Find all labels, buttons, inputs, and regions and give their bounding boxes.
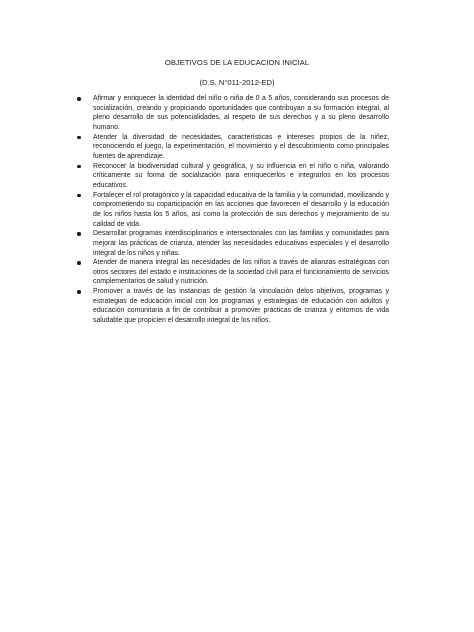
list-item: [77, 229, 389, 258]
objective-text: Atender de manera integral las necesidades de los niños a través de alianzas estratégicas con otros sectores del estado e instituciones de la sociedad civil para el funcionamiento de servicios complementarios de salud y nutrición.: [93, 259, 389, 286]
bullet-icon: [77, 194, 81, 198]
objective-text: Desarrollar programas interdisciplinarios e intersectoriales con las familias y comunidades para mejorar las prácticas de crianza, atender las necesidades educativas especiales y el desarrollo integral de los niños y niñas.: [93, 230, 389, 257]
objective-text: Promover a través de las instancias de gestión la vinculación delos objetivos, programas y estrategias de educación inicial con los programas y estrategias de educación con adultos y educación comunitaria a fin de contribuir a promover prácticas de crianza y entornos de vida saludable que propicien el desarrollo integral de los niños.: [93, 288, 389, 325]
objective-text: Atender la diversidad de necesidades, características e intereses propios de la niñez, reconociendo el juego, la experimentación, el movimiento y el descubrimiento como principales fuentes de aprendizaje.: [93, 133, 389, 160]
bullet-icon: [77, 136, 81, 140]
bullet-icon: [77, 261, 81, 265]
objective-text: Fortalecer el rol protagónico y la capacidad educativa de la familia y la comunidad, movilizando y comprometiendo su coparticipación en las acciones que favorecen el desarrollo y la educación de los niños hasta los 5 años, así como la protección de sus derechos y mejoramiento de su calidad de vida.: [93, 191, 389, 228]
list-item: [77, 258, 389, 287]
document-title: OBJETIVOS DE LA EDUCACION INICIAL: [164, 58, 310, 67]
list-item: [77, 191, 389, 230]
list-item: [77, 133, 389, 162]
objective-text: Reconocer la biodiversidad cultural y geográfica, y su influencia en el niño o niña, valorando críticamente su forma de socialización para enriquecerlos e integrarlos en los procesos educativos.: [93, 162, 389, 189]
list-item: [77, 162, 389, 191]
bullet-icon: [77, 165, 81, 169]
document-subtitle: (D.S. N°011-2012-ED): [199, 78, 275, 87]
bullet-icon: [77, 290, 81, 294]
bullet-icon: [77, 97, 81, 101]
bullet-icon: [77, 232, 81, 236]
list-item: [77, 94, 389, 133]
list-item: [77, 287, 389, 326]
objective-text: Afirmar y enriquecer la identidad del niño o niña de 0 a 5 años, considerando sus procesos de socialización, creando y propiciando oportunidades que contribuyan a su formación integral, al pleno desarrollo de sus potencialidades, al respeto de sus derechos y a su pleno desarrollo humano.: [93, 95, 389, 131]
objectives-list: [77, 94, 389, 326]
